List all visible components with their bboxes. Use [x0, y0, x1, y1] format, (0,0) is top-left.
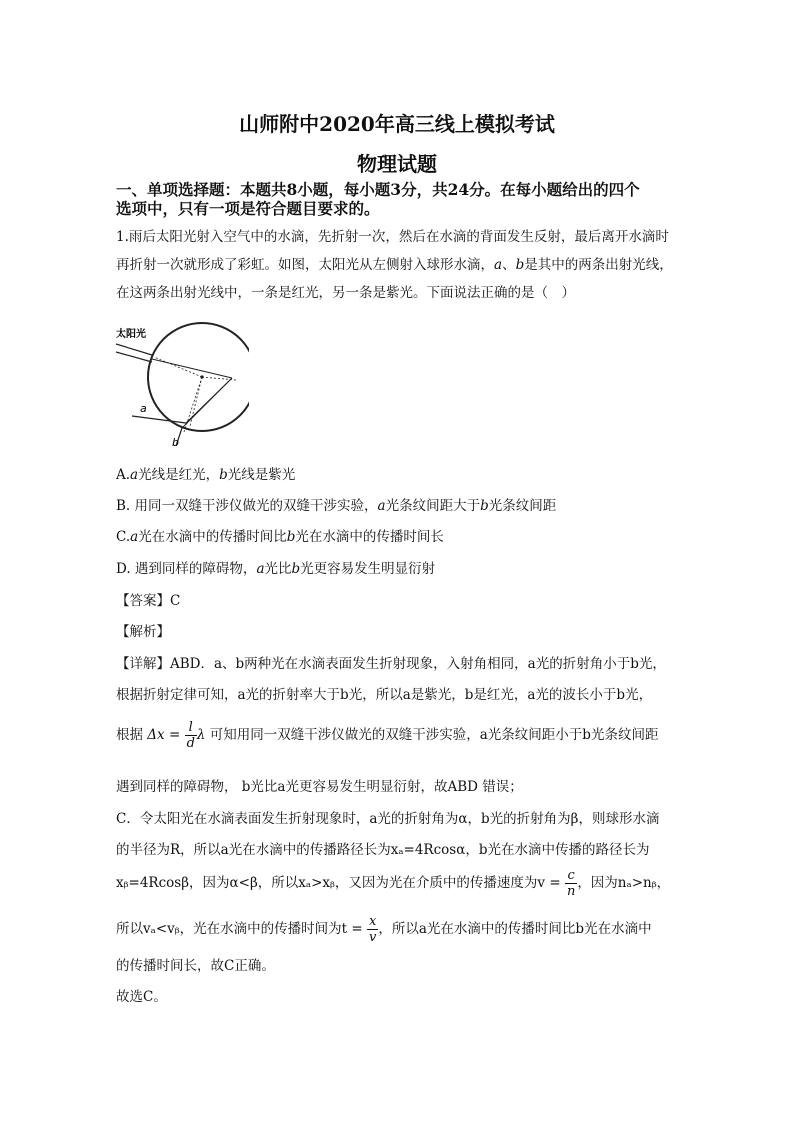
option-d[interactable]: D. 遇到同样的障碍物，a光比b光更容易发生明显衍射	[116, 561, 436, 577]
section-heading	[116, 180, 676, 218]
refracted-ray	[152, 359, 232, 378]
page-title: 山师附中2020年高三线上模拟考试	[239, 112, 555, 136]
formula-fraction: $\frac{l}{d}$	[186, 720, 195, 751]
ray-a-label: a	[140, 402, 147, 415]
section-heading-line: 选项中，只有一项是符合题目要求的。	[116, 199, 380, 218]
normal-line	[184, 377, 202, 432]
explanation-line: 的半径为R，所以a光在水滴中的传播路径长为xₐ=4Rcosα，b光在水滴中传播的路径长为	[116, 842, 650, 858]
ray-b-label: b	[172, 436, 179, 449]
question-text: 再折射一次就形成了彩虹。如图，太阳光从左侧射入球形水滴，	[116, 257, 494, 273]
explanation-line: 所以vₐ<vᵦ，光在水滴中的传播时间为t = $\frac{x}{v}$ ，所以a光在水滴中的传播时间比b光在水滴中	[116, 914, 652, 945]
explanation-line: 根据折射定律可知，a光的折射率大于b光，所以a是紫光，b是红光，a光的波长小于b光，	[116, 687, 653, 703]
answer-value: C	[170, 593, 181, 609]
question-line: 再折射一次就形成了彩虹。如图，太阳光从左侧射入球形水滴，a、b是其中的两条出射光线，	[116, 257, 673, 273]
answer-label: 【答案】	[116, 593, 170, 609]
page-subtitle: 物理试题	[357, 152, 437, 176]
raindrop-figure	[114, 322, 249, 452]
exit-ray-a	[132, 416, 186, 423]
explanation-line: 的传播时间长，故C正确。	[116, 958, 275, 974]
formula-delta-x: Δx =	[147, 727, 181, 743]
question-stem	[116, 228, 686, 312]
ray-a-ref: a	[494, 257, 503, 273]
option-b[interactable]: B. 用同一双缝干涉仪做光的双缝干涉实验，a光条纹间距大于b光条纹间距	[116, 498, 557, 514]
water-drop-circle	[148, 323, 249, 431]
option-a[interactable]: A.a光线是红光，b光线是紫光	[116, 467, 296, 483]
formula-fraction: $\frac{c}{n}$	[566, 868, 576, 899]
ray-b-ref: b	[515, 257, 525, 273]
question-text: 是其中的两条出射光线，	[524, 257, 673, 273]
sun-light-label: 太阳光	[116, 329, 146, 340]
answer-line	[116, 592, 686, 610]
explanation-line: 故选C。	[116, 989, 167, 1005]
question-line: 在这两条出射光线中，一条是红光，另一条是紫光。下面说法正确的是（ ）	[116, 285, 575, 301]
option-c[interactable]: C.a光在水滴中的传播时间比b光在水滴中的传播时间长	[116, 529, 444, 545]
formula-fraction: $\frac{x}{v}$	[369, 914, 377, 945]
section-heading-line: 一、单项选择题：本题共8小题，每小题3分，共24分。在每小题给出的四个	[116, 180, 640, 199]
reflected-ray-b	[182, 378, 232, 428]
explanation-line: 遇到同样的障碍物， b光比a光更容易发生明显衍射，故ABD 错误；	[116, 779, 523, 795]
explanation-line: 【详解】ABD．a、b两种光在水滴表面发生折射现象，入射角相同，a光的折射角小于b光，	[116, 656, 666, 672]
explanation-line: xᵦ=4Rcosβ，因为α<β，所以xₐ>xᵦ，又因为光在介质中的传播速度为v = $\frac{c}{n}$ ，因为nₐ>nᵦ，	[116, 868, 671, 899]
explanation-line: 根据 Δx = $\frac{l}{d}$ λ 可知用同一双缝干涉仪做光的双缝干涉实验，a光条纹间距小于b光条纹间距	[116, 720, 659, 751]
explanation-line: C．令太阳光在水滴表面发生折射现象时，a光的折射角为α，b光的折射角为β，则球形水滴	[116, 811, 660, 827]
question-line: 1.雨后太阳光射入空气中的水滴，先折射一次，然后在水滴的背面发生反射，最后离开水滴时	[116, 229, 669, 245]
center-dot	[200, 375, 203, 378]
normal-line	[154, 357, 202, 377]
analysis-label: 【解析】	[116, 624, 170, 640]
